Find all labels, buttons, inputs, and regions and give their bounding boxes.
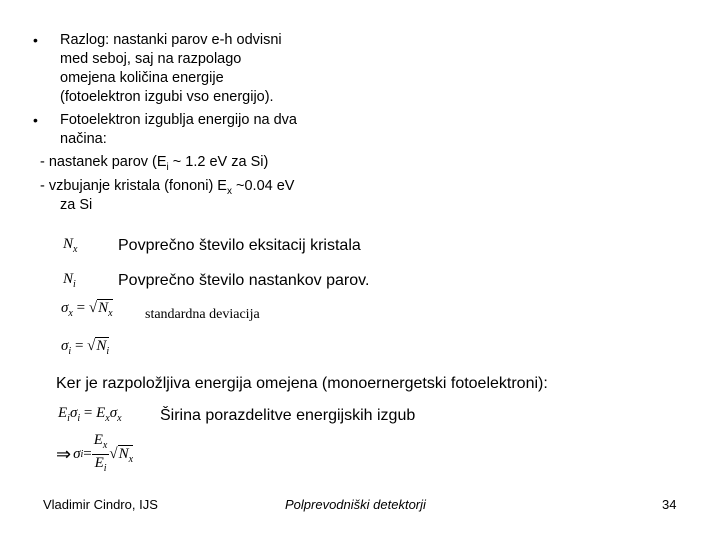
sqrt-sign: √ [109, 446, 118, 462]
formula-sigma-x: $\sigma_x = √N_x$ [61, 300, 113, 319]
definition-Ni: Povprečno število nastankov parov. [118, 272, 370, 289]
bullet-1-line-3: omejena količina energije [60, 70, 224, 86]
formula-result: ⇒ σ i = $\frac{E_x}{E_i}$ √ $N_x$ [56, 432, 133, 477]
sqrt-sign: √ [87, 338, 96, 354]
symbol-Ni: $N_i$ [63, 271, 76, 290]
dash-item-excitation: - vzbujanje kristala (fononi) $E_x$ ~0.04 eV [40, 178, 295, 197]
bullet-marker: • [33, 32, 38, 48]
dash-item-pairs: - nastanek parov ($E_i$ ~ 1.2 eV za Si) [40, 154, 269, 173]
bullet-1-line-2: med seboj, saj na razpolago [60, 51, 242, 67]
bullet-2-line-2: načina: [60, 131, 107, 147]
formula-sigma-i: $\sigma_i = √N_i$ [61, 338, 110, 357]
standard-deviation-note: standardna deviacija [145, 307, 260, 322]
bullet-1-line-4: (fotoelektron izgubi vso energijo). [60, 89, 274, 105]
definition-Nx: Povprečno število eksitacij kristala [118, 237, 361, 254]
relation-caption: Širina porazdelitve energijskih izgub [160, 407, 416, 424]
footer-title: Polprevodniški detektorji [285, 497, 426, 512]
dash-item-excitation-line-2: za Si [60, 197, 93, 213]
footer-author: Vladimir Cindro, IJS [43, 497, 158, 512]
formula-energy-relation: $E_i\sigma_i = E_x\sigma_x$ [58, 405, 122, 424]
implies-arrow: ⇒ [56, 444, 72, 464]
symbol-Nx: $N_x$ [63, 236, 78, 255]
bullet-1-line-1: Razlog: nastanki parov e-h odvisni [60, 32, 282, 48]
fraction: $\frac{E_x}{E_i}$ [93, 432, 108, 474]
statement-energy-limited: Ker je razpoložljiva energija omejena (monoernergetski fotoelektroni): [56, 375, 548, 392]
bullet-marker: • [33, 112, 38, 128]
sqrt-sign: √ [88, 300, 98, 316]
bullet-2-line-1: Fotoelektron izgublja energijo na dva [60, 112, 297, 128]
page-number: 34 [662, 497, 677, 512]
